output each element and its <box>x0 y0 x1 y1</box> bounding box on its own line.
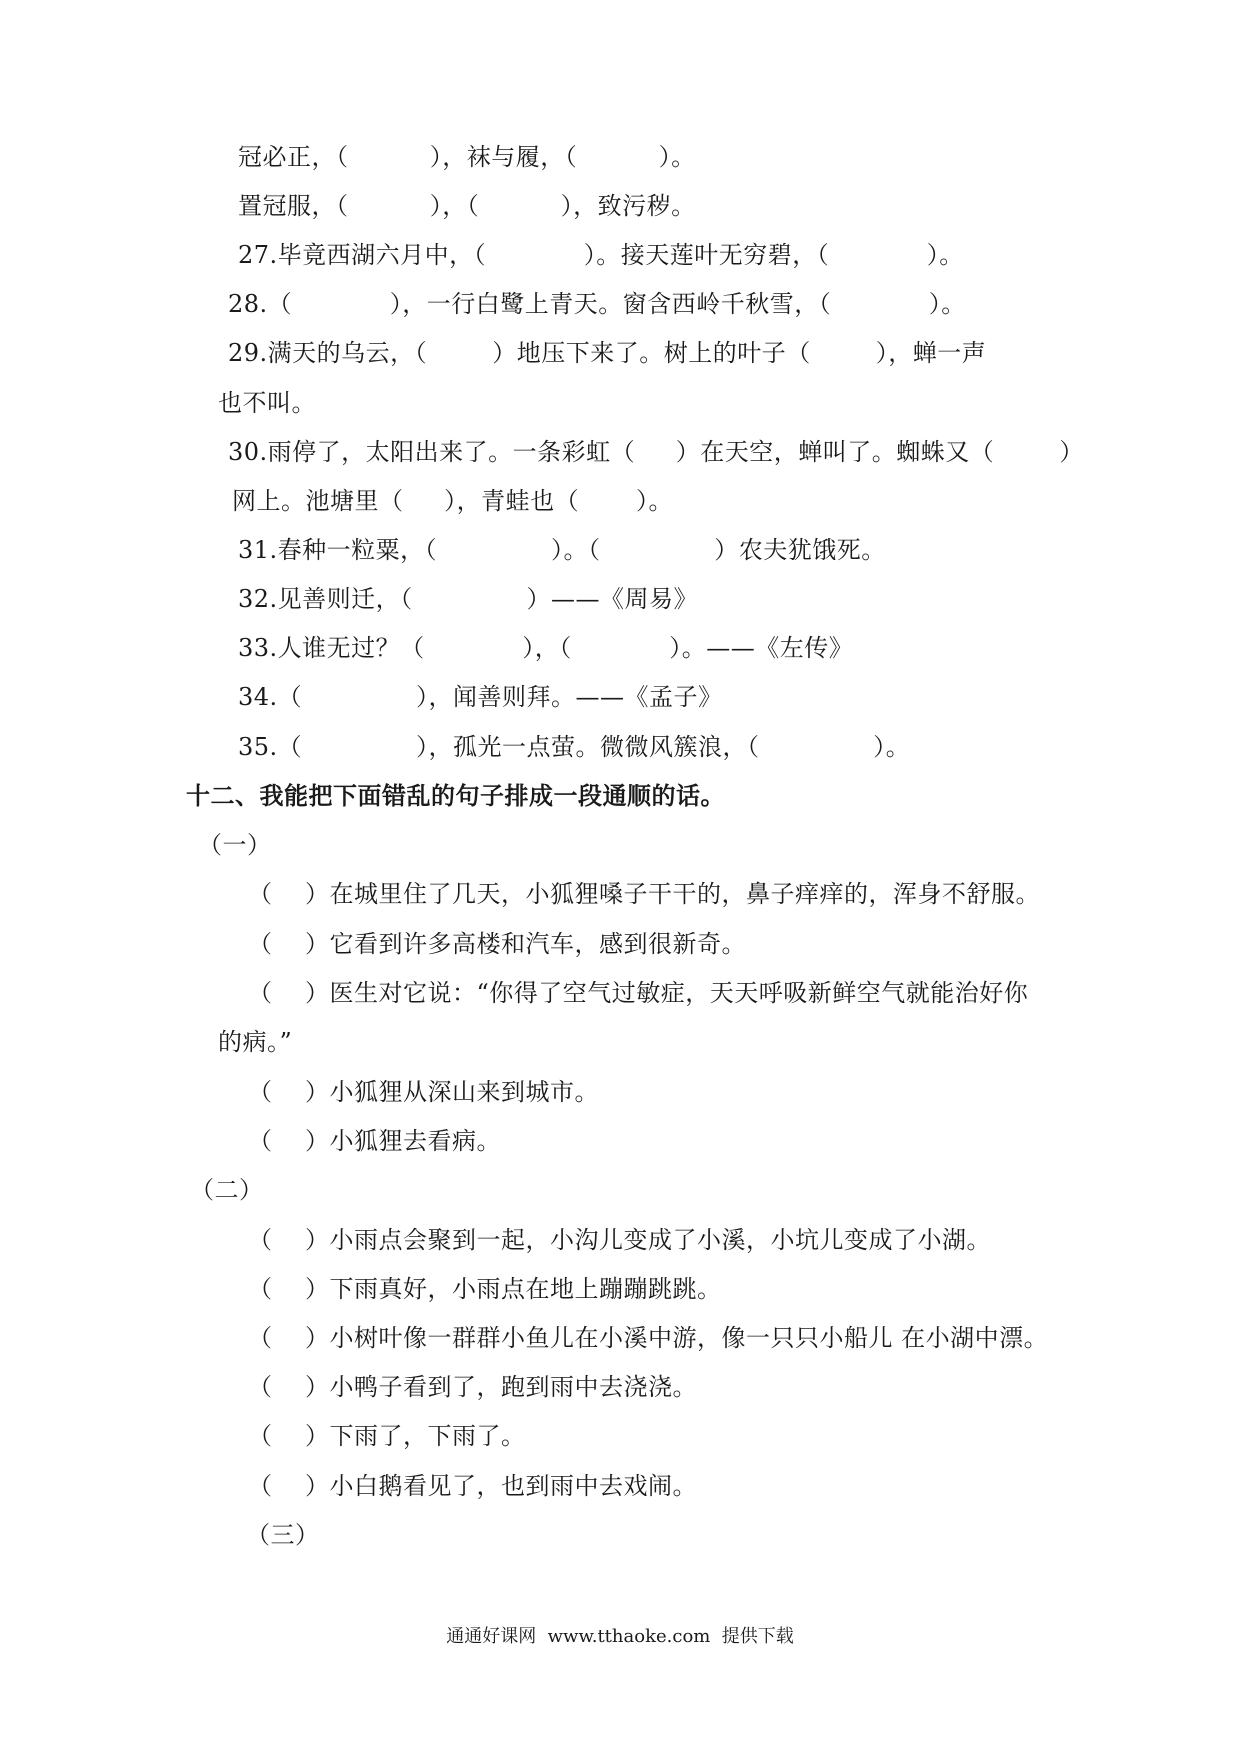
part-1-item-4: （ ）小狐狸从深山来到城市。 <box>248 1078 600 1106</box>
part-1-item-5: （ ）小狐狸去看病。 <box>248 1127 502 1155</box>
fill-line-b: 置冠服，（ ），（ ），致污秽。 <box>238 192 696 220</box>
part-2-item-4: （ ）小鸭子看到了，跑到雨中去浇浇。 <box>248 1373 698 1401</box>
question-31: 31.春种一粒粟，（ ）。（ ）农夫犹饿死。 <box>238 536 886 564</box>
part-2-item-5: （ ）下雨了，下雨了。 <box>248 1422 526 1450</box>
part-2-item-2: （ ）下雨真好，小雨点在地上蹦蹦跳跳。 <box>248 1275 722 1303</box>
fill-line-a: 冠必正，（ ），袜与履，（ ）。 <box>238 143 696 171</box>
question-32: 32.见善则迁，（ ）——《周易》 <box>238 585 698 613</box>
part-1-label: （一） <box>198 831 272 859</box>
question-33: 33.人谁无过？（ ），（ ）。——《左传》 <box>238 634 854 662</box>
question-28: 28.（ ），一行白鹭上青天。窗含西岭千秋雪，（ ）。 <box>228 290 966 318</box>
question-30-line1: 30.雨停了，太阳出来了。一条彩虹（ ）在天空，蝉叫了。蜘蛛又（ ） <box>228 438 1084 466</box>
part-2-item-6: （ ）小白鹅看见了，也到雨中去戏闹。 <box>248 1472 698 1500</box>
part-2-label: （二） <box>190 1176 264 1204</box>
question-29-line1: 29.满天的乌云，（ ）地压下来了。树上的叶子（ ），蝉一声 <box>228 339 987 367</box>
part-1-item-3-cont: 的病。” <box>218 1028 293 1056</box>
part-1-item-2: （ ）它看到许多高楼和汽车，感到很新奇。 <box>248 930 747 958</box>
question-29-line2: 也不叫。 <box>218 389 316 417</box>
question-35: 35.（ ），孤光一点萤。微微风簇浪，（ ）。 <box>238 733 911 761</box>
question-27: 27.毕竟西湖六月中，（ ）。接天莲叶无穷碧，（ ）。 <box>238 241 964 269</box>
part-2-item-3: （ ）小树叶像一群群小鱼儿在小溪中游，像一只只小船儿 在小湖中漂。 <box>248 1324 1049 1352</box>
question-30-line2: 网上。池塘里（ ），青蛙也（ ）。 <box>232 487 674 515</box>
part-3-label: （三） <box>246 1521 320 1549</box>
part-1-item-3: （ ）医生对它说：“你得了空气过敏症，天天呼吸新鲜空气就能治好你 <box>248 979 1029 1007</box>
page-footer: 通通好课网 www.tthaoke.com 提供下载 <box>446 1626 794 1647</box>
part-2-item-1: （ ）小雨点会聚到一起，小沟儿变成了小溪，小坑儿变成了小湖。 <box>248 1226 992 1254</box>
part-1-item-1: （ ）在城里住了几天，小狐狸嗓子干干的，鼻子痒痒的，浑身不舒服。 <box>248 880 1041 908</box>
section-12-heading: 十二、我能把下面错乱的句子排成一段通顺的话。 <box>186 782 725 810</box>
question-34: 34.（ ），闻善则拜。——《孟子》 <box>238 683 723 711</box>
